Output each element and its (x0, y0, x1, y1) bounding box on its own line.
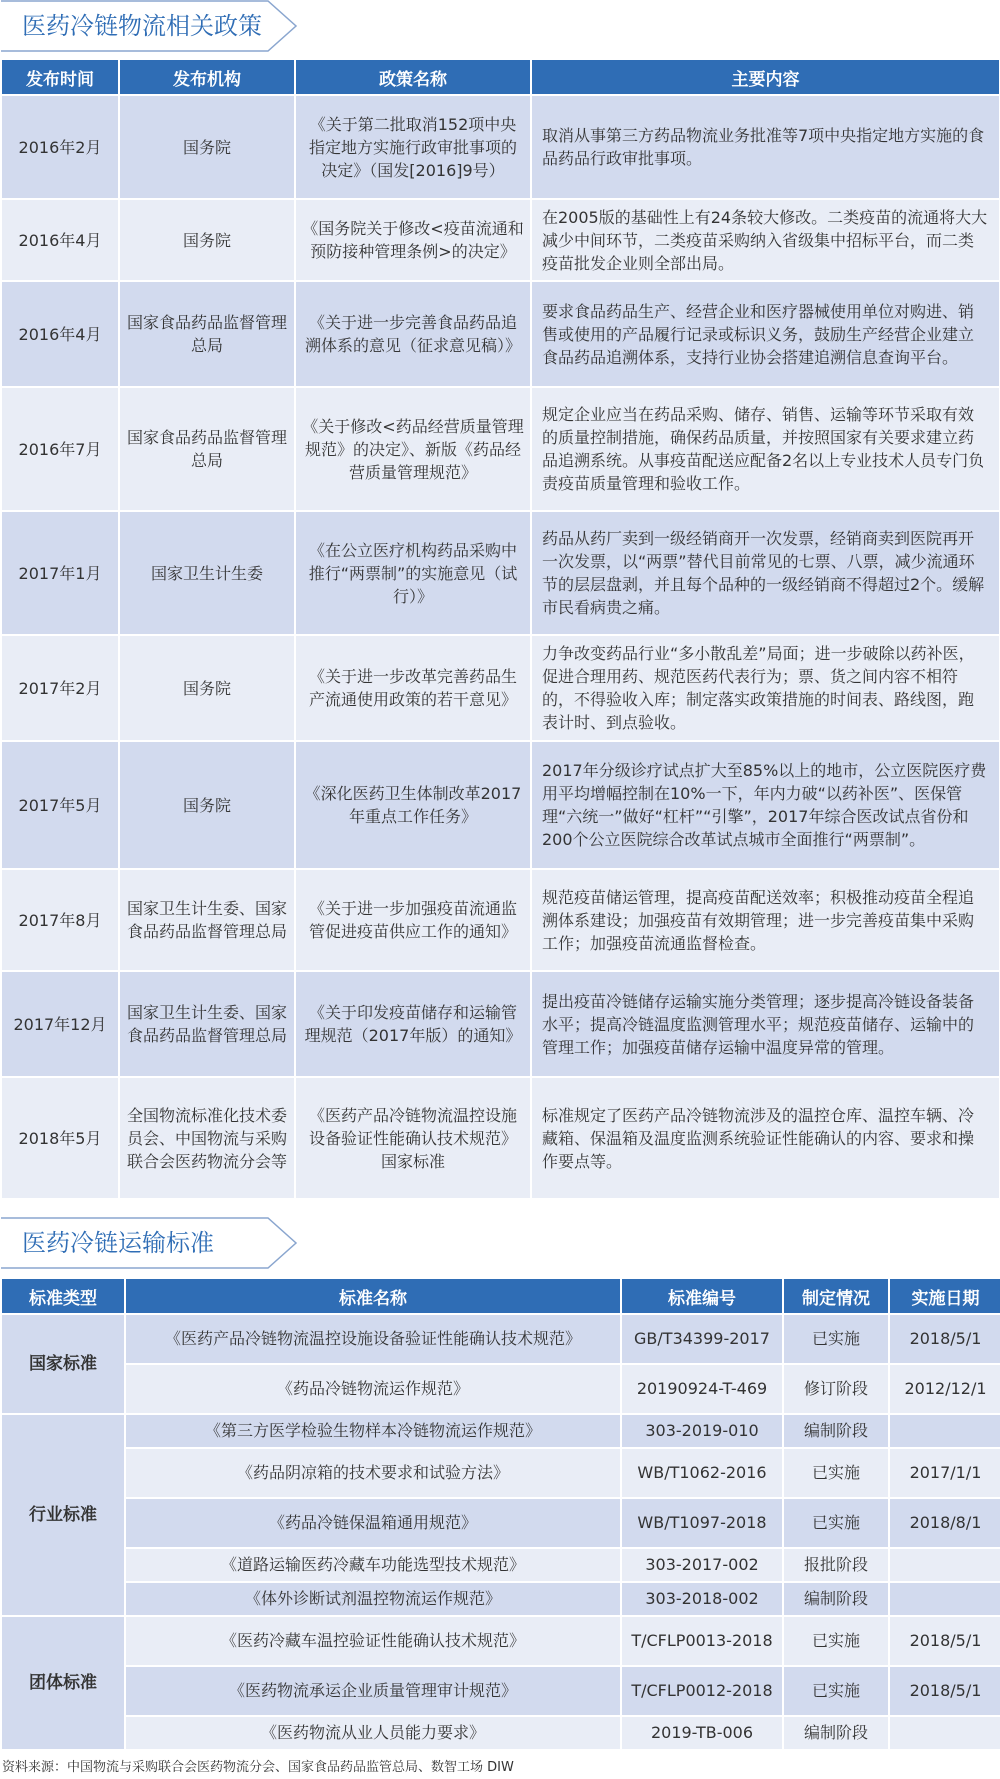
policy-date: 2016年4月 (2, 200, 118, 282)
policy-org: 国家卫生计生委、国家食品药品监督管理总局 (120, 870, 294, 972)
standard-code: 2019-TB-006 (622, 1717, 782, 1751)
table-row (2, 282, 999, 388)
standard-code: T/CFLP0013-2018 (622, 1617, 782, 1667)
table-row (2, 388, 999, 512)
header-standard-status: 制定情况 (784, 1279, 888, 1315)
policy-name: 《深化医药卫生体制改革2017年重点工作任务》 (296, 742, 530, 870)
policy-org: 国务院 (120, 96, 294, 200)
table-row (2, 1583, 1000, 1617)
policy-content: 规范疫苗储运管理，提高疫苗配送效率；积极推动疫苗全程追溯体系建设；加强疫苗有效期管理；进一步完善疫苗集中采购工作；加强疫苗流通监督检查。 (532, 870, 999, 972)
policy-date: 2017年8月 (2, 870, 118, 972)
standard-code: WB/T1062-2016 (622, 1449, 782, 1499)
source-note: 资料来源：中国物流与采购联合会医药物流分会、国家食品药品监管总局、数智工场 DIW (2, 1760, 514, 1775)
table-row (2, 1315, 1000, 1365)
policy-name: 《关于进一步完善食品药品追溯体系的意见（征求意见稿）》 (296, 282, 530, 388)
standard-name: 《第三方医学检验生物样本冷链物流运作规范》 (126, 1415, 620, 1449)
header-standard-type: 标准类型 (2, 1279, 124, 1315)
table-row (2, 1667, 1000, 1717)
policy-name: 《关于进一步改革完善药品生产流通使用政策的若干意见》 (296, 636, 530, 742)
policy-org: 国务院 (120, 200, 294, 282)
standard-name: 《道路运输医药冷藏车功能选型技术规范》 (126, 1549, 620, 1583)
policy-date: 2017年5月 (2, 742, 118, 870)
section-title-policies: 医药冷链物流相关政策 (22, 12, 262, 40)
policy-content: 力争改变药品行业“多小散乱差”局面；进一步破除以药补医，促进合理用药、规范医药代表行为；票、货之间内容不相符的，不得验收入库；制定落实政策措施的时间表、路线图，跑表计时、到点验收。 (532, 636, 999, 742)
policy-content: 标准规定了医药产品冷链物流涉及的温控仓库、温控车辆、冷藏箱、保温箱及温度监测系统验证性能确认的内容、要求和操作要点等。 (532, 1078, 999, 1200)
policy-content: 要求食品药品生产、经营企业和医疗器械使用单位对购进、销售或使用的产品履行记录或标识义务，鼓励生产经营企业建立食品药品追溯体系，支持行业协会搭建追溯信息查询平台。 (532, 282, 999, 388)
policy-org: 国家卫生计生委、国家食品药品监督管理总局 (120, 972, 294, 1078)
standard-status: 已实施 (784, 1667, 888, 1717)
table-row (2, 96, 999, 200)
table-row (2, 742, 999, 870)
policy-name: 《关于印发疫苗储存和运输管理规范（2017年版）的通知》 (296, 972, 530, 1078)
policy-org: 国务院 (120, 636, 294, 742)
standard-name: 《医药物流承运企业质量管理审计规范》 (126, 1667, 620, 1717)
section-title-banner-standards (0, 1217, 300, 1269)
standard-code: 303-2019-010 (622, 1415, 782, 1449)
standard-date: 2017/1/1 (890, 1449, 1000, 1499)
section-title-standards: 医药冷链运输标准 (22, 1229, 214, 1257)
table-row (2, 1717, 1000, 1751)
standard-name: 《医药冷藏车温控验证性能确认技术规范》 (126, 1617, 620, 1667)
standard-code: T/CFLP0012-2018 (622, 1667, 782, 1717)
policy-date: 2017年12月 (2, 972, 118, 1078)
policy-org: 全国物流标准化技术委员会、中国物流与采购联合会医药物流分会等 (120, 1078, 294, 1200)
policy-org: 国家卫生计生委 (120, 512, 294, 636)
standard-name: 《药品冷链物流运作规范》 (126, 1365, 620, 1415)
standard-date (890, 1549, 1000, 1583)
policy-org: 国务院 (120, 742, 294, 870)
standard-status: 编制阶段 (784, 1415, 888, 1449)
standard-code: GB/T34399-2017 (622, 1315, 782, 1365)
table-row (2, 200, 999, 282)
policy-date: 2016年7月 (2, 388, 118, 512)
table-row (2, 1078, 999, 1200)
table-row (2, 870, 999, 972)
policy-content: 2017年分级诊疗试点扩大至85%以上的地市，公立医院医疗费用平均增幅控制在10%一下，年内力破“以药补医”、医保管理“六统一”做好“杠杆”“引擎”，2017年综合医改试点省份和200个公立医院综合改革试点城市全面推行“两票制”。 (532, 742, 999, 870)
standard-status: 修订阶段 (784, 1365, 888, 1415)
standard-status: 编制阶段 (784, 1717, 888, 1751)
policy-table-header (2, 60, 999, 96)
standard-type-national: 国家标准 (2, 1315, 124, 1415)
header-content: 主要内容 (532, 60, 999, 96)
standard-date: 2018/5/1 (890, 1315, 1000, 1365)
policy-content: 药品从药厂卖到一级经销商开一次发票，经销商卖到医院再开一次发票，以“两票”替代目前常见的七票、八票，减少流通环节的层层盘剥，并且每个品种的一级经销商不得超过2个。缓解市民看病贵之痛。 (532, 512, 999, 636)
section-title-banner-policies (0, 0, 300, 52)
standard-date (890, 1415, 1000, 1449)
standard-name: 《医药物流从业人员能力要求》 (126, 1717, 620, 1751)
standard-date (890, 1717, 1000, 1751)
policy-org: 国家食品药品监督管理总局 (120, 388, 294, 512)
policy-content: 在2005版的基础性上有24条较大修改。二类疫苗的流通将大大减少中间环节，二类疫苗采购纳入省级集中招标平台，而二类疫苗批发企业则全部出局。 (532, 200, 999, 282)
table-row (2, 1617, 1000, 1667)
standard-date (890, 1583, 1000, 1617)
table-row (2, 636, 999, 742)
standard-status: 已实施 (784, 1617, 888, 1667)
header-standard-date: 实施日期 (890, 1279, 1000, 1315)
standard-date: 2018/5/1 (890, 1667, 1000, 1717)
header-org: 发布机构 (120, 60, 294, 96)
policy-content: 规定企业应当在药品采购、储存、销售、运输等环节采取有效的质量控制措施，确保药品质量，并按照国家有关要求建立药品追溯系统。从事疫苗配送应配备2名以上专业技术人员专门负责疫苗质量管理和验收工作。 (532, 388, 999, 512)
standard-status: 编制阶段 (784, 1583, 888, 1617)
policy-name: 《在公立医疗机构药品采购中推行“两票制”的实施意见（试行）》 (296, 512, 530, 636)
table-row (2, 1449, 1000, 1499)
table-row (2, 1499, 1000, 1549)
policy-org: 国家食品药品监督管理总局 (120, 282, 294, 388)
standards-table (0, 1279, 1000, 1751)
policy-name: 《关于进一步加强疫苗流通监管促进疫苗供应工作的通知》 (296, 870, 530, 972)
policy-content: 提出疫苗冷链储存运输实施分类管理；逐步提高冷链设备装备水平；提高冷链温度监测管理水平；规范疫苗储存、运输中的管理工作；加强疫苗储存运输中温度异常的管理。 (532, 972, 999, 1078)
policy-date: 2017年2月 (2, 636, 118, 742)
standard-date: 2012/12/1 (890, 1365, 1000, 1415)
standard-code: 303-2017-002 (622, 1549, 782, 1583)
standard-status: 报批阶段 (784, 1549, 888, 1583)
table-row (2, 1365, 1000, 1415)
policy-date: 2016年2月 (2, 96, 118, 200)
table-row (2, 972, 999, 1078)
policy-date: 2017年1月 (2, 512, 118, 636)
standard-date: 2018/5/1 (890, 1617, 1000, 1667)
standard-name: 《体外诊断试剂温控物流运作规范》 (126, 1583, 620, 1617)
policy-name: 《关于修改<药品经营质量管理规范》的决定》、新版《药品经营质量管理规范》 (296, 388, 530, 512)
policy-name: 《国务院关于修改<疫苗流通和预防接种管理条例>的决定》 (296, 200, 530, 282)
policy-content: 取消从事第三方药品物流业务批准等7项中央指定地方实施的食品药品行政审批事项。 (532, 96, 999, 200)
standard-name: 《医药产品冷链物流温控设施设备验证性能确认技术规范》 (126, 1315, 620, 1365)
standard-name: 《药品阴凉箱的技术要求和试验方法》 (126, 1449, 620, 1499)
standard-type-industry: 行业标准 (2, 1415, 124, 1617)
standard-code: WB/T1097-2018 (622, 1499, 782, 1549)
table-row (2, 1549, 1000, 1583)
policy-table (0, 60, 1000, 1200)
standard-type-group: 团体标准 (2, 1617, 124, 1751)
standard-status: 已实施 (784, 1449, 888, 1499)
standards-table-header (2, 1279, 1000, 1315)
header-standard-name: 标准名称 (126, 1279, 620, 1315)
header-standard-code: 标准编号 (622, 1279, 782, 1315)
standard-date: 2018/8/1 (890, 1499, 1000, 1549)
standard-code: 20190924-T-469 (622, 1365, 782, 1415)
standard-name: 《药品冷链保温箱通用规范》 (126, 1499, 620, 1549)
standard-code: 303-2018-002 (622, 1583, 782, 1617)
header-date: 发布时间 (2, 60, 118, 96)
table-row (2, 1415, 1000, 1449)
table-row (2, 512, 999, 636)
standard-status: 已实施 (784, 1315, 888, 1365)
policy-name: 《医药产品冷链物流温控设施设备验证性能确认技术规范》国家标准 (296, 1078, 530, 1200)
policy-date: 2016年4月 (2, 282, 118, 388)
policy-date: 2018年5月 (2, 1078, 118, 1200)
policy-name: 《关于第二批取消152项中央指定地方实施行政审批事项的决定》（国发[2016]9号） (296, 96, 530, 200)
standard-status: 已实施 (784, 1499, 888, 1549)
header-policy-name: 政策名称 (296, 60, 530, 96)
